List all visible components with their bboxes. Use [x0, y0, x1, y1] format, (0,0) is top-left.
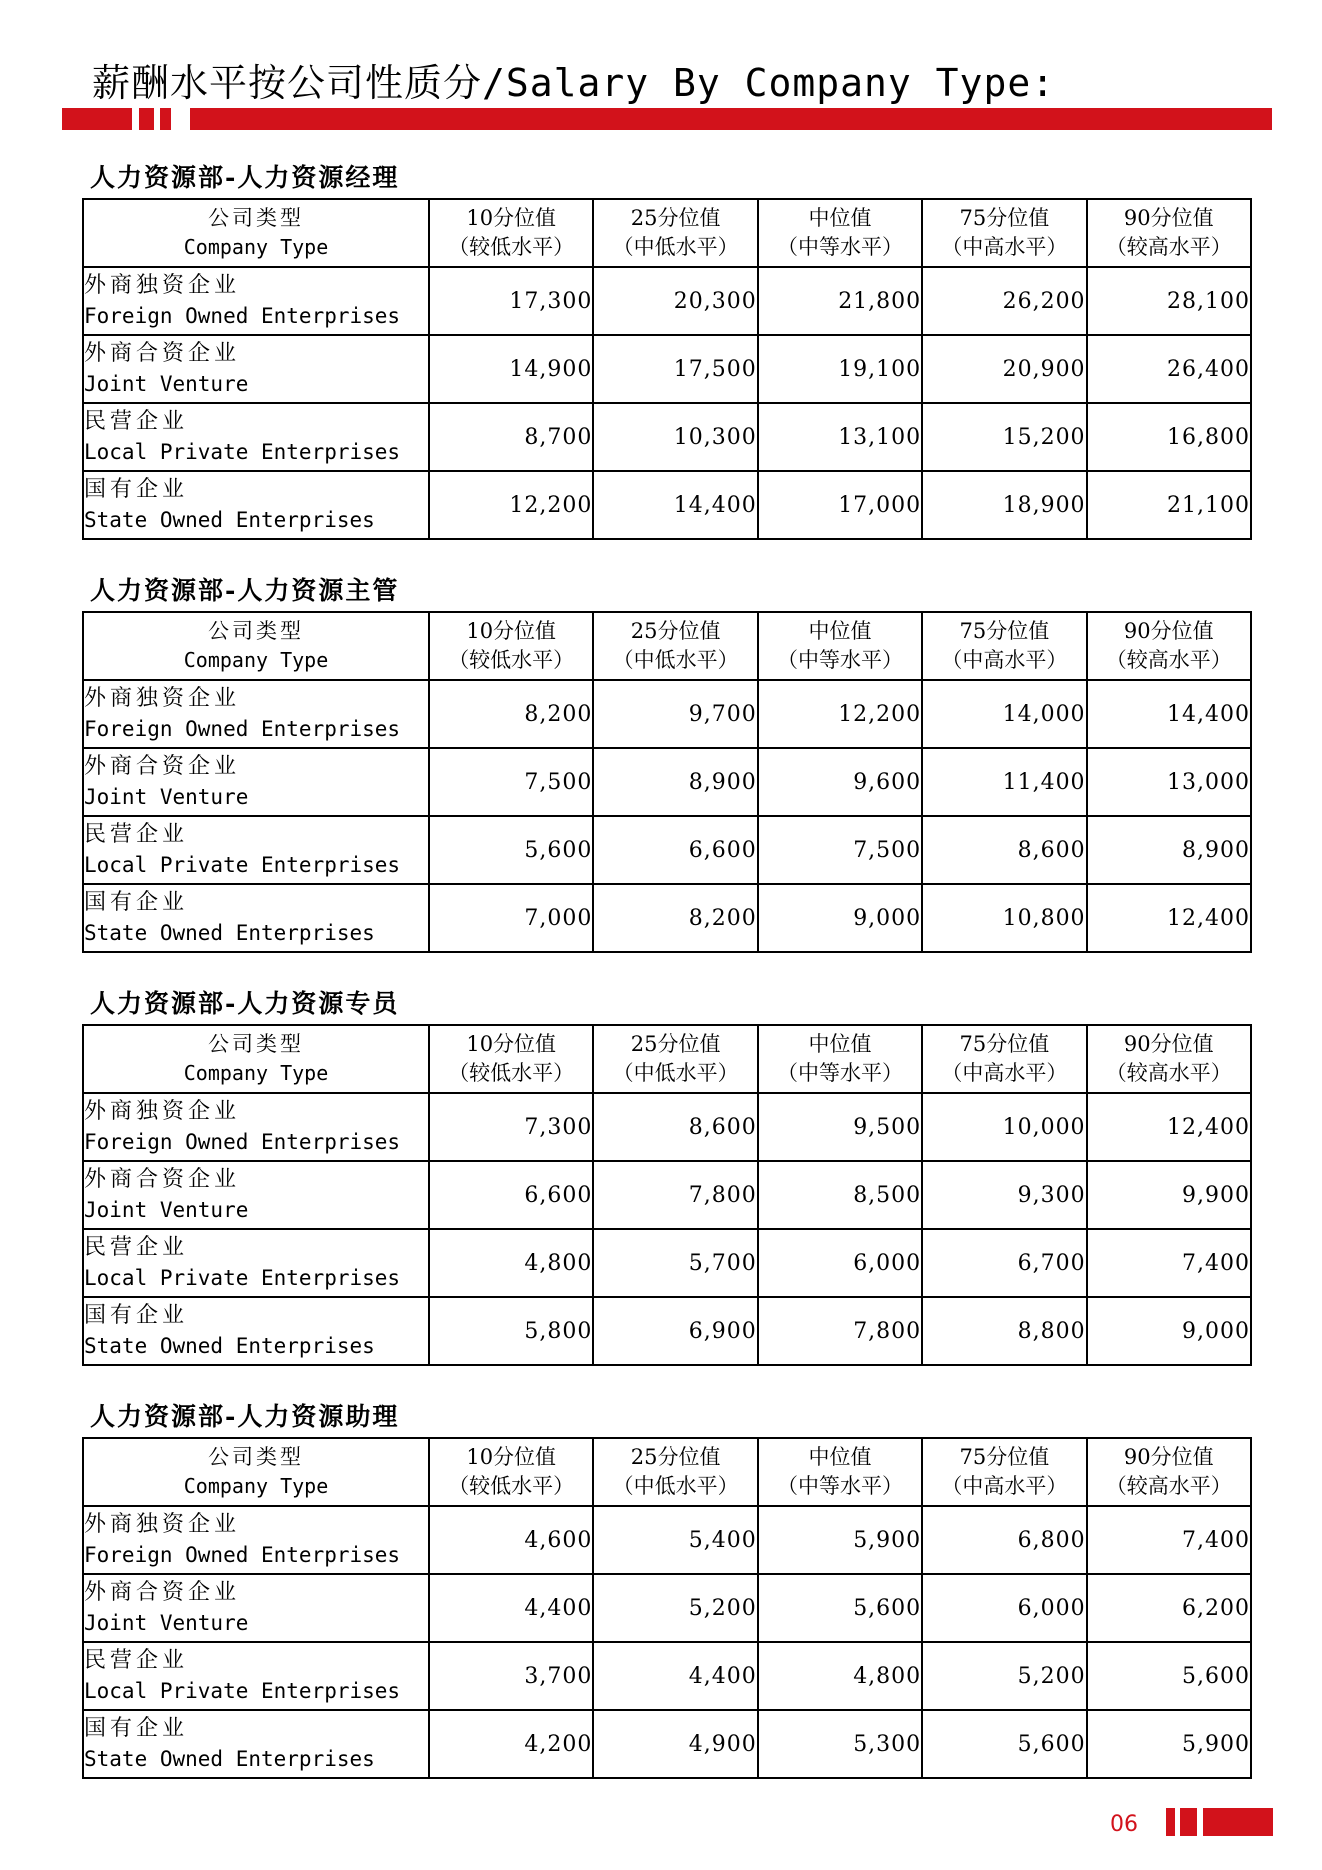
company-type-cn: 外商独资企业 [84, 686, 241, 711]
header-percentile-level: （较高水平） [1105, 1474, 1232, 1498]
salary-value-cell: 5,300 [758, 1710, 922, 1778]
salary-value-cell: 7,800 [758, 1297, 922, 1365]
header-percentile-level: （中等水平） [776, 648, 903, 672]
header-company-type-cn: 公司类型 [208, 1032, 304, 1056]
salary-value-cell: 14,400 [593, 471, 757, 539]
salary-value-cell: 5,200 [593, 1574, 757, 1642]
salary-value-cell: 8,800 [922, 1297, 1086, 1365]
company-type-en: State Owned Enterprises [84, 1334, 375, 1358]
header-percentile-value: 中位值 [808, 619, 872, 643]
header-percentile [1087, 1438, 1251, 1506]
header-percentile-level: （中等水平） [776, 1061, 903, 1085]
company-type-cell [83, 1093, 429, 1161]
header-percentile-value: 90分位值 [1123, 206, 1214, 230]
salary-value-cell: 7,300 [429, 1093, 593, 1161]
company-type-en: Joint Venture [84, 372, 249, 396]
header-percentile [429, 1025, 593, 1093]
company-type-cn: 外商合资企业 [84, 754, 241, 779]
salary-table [82, 198, 1252, 540]
company-type-cell [83, 680, 429, 748]
salary-table [82, 1024, 1252, 1366]
header-company-type [83, 1438, 429, 1506]
header-percentile [429, 199, 593, 267]
section-title: 人力资源部-人力资源助理 [90, 1402, 400, 1431]
company-type-cell [83, 403, 429, 471]
table-row [83, 471, 1251, 539]
company-type-cn: 外商合资企业 [84, 1580, 241, 1605]
table-header-row [83, 199, 1251, 267]
company-type-en: Foreign Owned Enterprises [84, 1543, 401, 1567]
header-percentile-value: 中位值 [808, 206, 872, 230]
header-percentile-value: 10分位值 [466, 1032, 557, 1056]
footer-band-segment [1203, 1808, 1273, 1836]
company-type-en: Local Private Enterprises [84, 440, 401, 464]
table-header-row [83, 1025, 1251, 1093]
company-type-en: Foreign Owned Enterprises [84, 1130, 401, 1154]
salary-value-cell: 9,600 [758, 748, 922, 816]
title-band-segment [62, 108, 132, 130]
title-band-segment [190, 108, 1272, 130]
salary-value-cell: 9,000 [758, 884, 922, 952]
header-percentile [922, 1025, 1086, 1093]
salary-value-cell: 4,600 [429, 1506, 593, 1574]
company-type-en: State Owned Enterprises [84, 1747, 375, 1771]
salary-value-cell: 21,100 [1087, 471, 1251, 539]
salary-value-cell: 4,800 [429, 1229, 593, 1297]
header-percentile [1087, 199, 1251, 267]
salary-value-cell: 17,300 [429, 267, 593, 335]
header-percentile-level: （较高水平） [1105, 648, 1232, 672]
company-type-cell [83, 335, 429, 403]
footer-band-segment [1180, 1808, 1197, 1836]
header-percentile-value: 90分位值 [1123, 619, 1214, 643]
salary-value-cell: 5,600 [758, 1574, 922, 1642]
company-type-cn: 民营企业 [84, 1235, 189, 1260]
salary-value-cell: 6,000 [922, 1574, 1086, 1642]
header-percentile-level: （较高水平） [1105, 235, 1232, 259]
header-percentile [429, 1438, 593, 1506]
salary-value-cell: 6,600 [593, 816, 757, 884]
header-percentile-level: （中高水平） [941, 1474, 1068, 1498]
salary-value-cell: 3,700 [429, 1642, 593, 1710]
salary-value-cell: 6,800 [922, 1506, 1086, 1574]
salary-value-cell: 7,000 [429, 884, 593, 952]
company-type-cn: 国有企业 [84, 1716, 189, 1741]
salary-value-cell: 6,600 [429, 1161, 593, 1229]
salary-value-cell: 12,400 [1087, 884, 1251, 952]
header-percentile [922, 1438, 1086, 1506]
company-type-cell [83, 1297, 429, 1365]
header-company-type-en: Company Type [183, 648, 329, 672]
header-percentile [758, 612, 922, 680]
table-row [83, 1642, 1251, 1710]
title-band-segment [139, 108, 154, 130]
header-percentile-level: （中低水平） [612, 1061, 739, 1085]
salary-value-cell: 13,000 [1087, 748, 1251, 816]
header-percentile [758, 199, 922, 267]
header-percentile-level: （较低水平） [448, 235, 575, 259]
salary-value-cell: 26,200 [922, 267, 1086, 335]
company-type-en: State Owned Enterprises [84, 921, 375, 945]
table-row [83, 1297, 1251, 1365]
salary-value-cell: 14,400 [1087, 680, 1251, 748]
salary-value-cell: 8,600 [922, 816, 1086, 884]
table-row [83, 1710, 1251, 1778]
salary-value-cell: 4,800 [758, 1642, 922, 1710]
header-percentile [593, 1025, 757, 1093]
company-type-cn: 民营企业 [84, 822, 189, 847]
salary-value-cell: 13,100 [758, 403, 922, 471]
company-type-cn: 外商合资企业 [84, 1167, 241, 1192]
salary-value-cell: 11,400 [922, 748, 1086, 816]
salary-value-cell: 17,500 [593, 335, 757, 403]
footer-band-segment [1166, 1808, 1175, 1836]
salary-value-cell: 12,400 [1087, 1093, 1251, 1161]
salary-value-cell: 10,000 [922, 1093, 1086, 1161]
salary-value-cell: 5,900 [1087, 1710, 1251, 1778]
header-percentile-value: 10分位值 [466, 619, 557, 643]
header-percentile [1087, 1025, 1251, 1093]
company-type-en: Foreign Owned Enterprises [84, 304, 401, 328]
salary-section [82, 1401, 1250, 1779]
salary-value-cell: 7,400 [1087, 1229, 1251, 1297]
header-percentile-level: （较低水平） [448, 1474, 575, 1498]
salary-value-cell: 26,400 [1087, 335, 1251, 403]
header-percentile-value: 75分位值 [959, 1445, 1050, 1469]
header-percentile [593, 612, 757, 680]
salary-value-cell: 7,500 [758, 816, 922, 884]
header-percentile [758, 1438, 922, 1506]
salary-value-cell: 8,500 [758, 1161, 922, 1229]
salary-value-cell: 7,800 [593, 1161, 757, 1229]
company-type-en: Joint Venture [84, 785, 249, 809]
salary-value-cell: 5,600 [922, 1710, 1086, 1778]
table-row [83, 680, 1251, 748]
salary-value-cell: 7,400 [1087, 1506, 1251, 1574]
salary-section [82, 575, 1250, 953]
salary-section [82, 988, 1250, 1366]
company-type-cell [83, 1710, 429, 1778]
header-percentile-value: 75分位值 [959, 1032, 1050, 1056]
salary-value-cell: 21,800 [758, 267, 922, 335]
header-percentile-level: （中高水平） [941, 1061, 1068, 1085]
salary-value-cell: 5,200 [922, 1642, 1086, 1710]
header-company-type-en: Company Type [183, 1474, 329, 1498]
salary-value-cell: 5,700 [593, 1229, 757, 1297]
company-type-en: State Owned Enterprises [84, 508, 375, 532]
header-percentile-value: 90分位值 [1123, 1032, 1214, 1056]
company-type-cell [83, 1229, 429, 1297]
title-band-segment [160, 108, 171, 130]
salary-value-cell: 9,300 [922, 1161, 1086, 1229]
header-percentile-level: （中等水平） [776, 235, 903, 259]
header-company-type [83, 199, 429, 267]
header-percentile-value: 75分位值 [959, 206, 1050, 230]
table-row [83, 267, 1251, 335]
header-percentile-level: （中等水平） [776, 1474, 903, 1498]
header-percentile-value: 25分位值 [630, 1032, 721, 1056]
company-type-cn: 民营企业 [84, 409, 189, 434]
page-title: 薪酬水平按公司性质分/Salary By Company Type: [92, 61, 1056, 105]
table-row [83, 1229, 1251, 1297]
header-percentile-value: 90分位值 [1123, 1445, 1214, 1469]
company-type-en: Joint Venture [84, 1611, 249, 1635]
header-percentile-level: （较低水平） [448, 648, 575, 672]
salary-value-cell: 5,900 [758, 1506, 922, 1574]
header-percentile [429, 612, 593, 680]
company-type-cn: 国有企业 [84, 890, 189, 915]
header-company-type-en: Company Type [183, 235, 329, 259]
salary-table [82, 611, 1252, 953]
company-type-en: Joint Venture [84, 1198, 249, 1222]
section-title: 人力资源部-人力资源主管 [90, 576, 400, 605]
header-percentile-level: （较高水平） [1105, 1061, 1232, 1085]
salary-value-cell: 17,000 [758, 471, 922, 539]
salary-table [82, 1437, 1252, 1779]
header-percentile-value: 中位值 [808, 1445, 872, 1469]
company-type-en: Local Private Enterprises [84, 1679, 401, 1703]
company-type-cell [83, 1574, 429, 1642]
header-company-type [83, 612, 429, 680]
salary-value-cell: 5,600 [429, 816, 593, 884]
table-row [83, 1574, 1251, 1642]
header-percentile [922, 612, 1086, 680]
company-type-cn: 外商独资企业 [84, 1099, 241, 1124]
salary-value-cell: 5,600 [1087, 1642, 1251, 1710]
header-company-type-cn: 公司类型 [208, 206, 304, 230]
header-percentile-level: （中高水平） [941, 648, 1068, 672]
table-row [83, 1093, 1251, 1161]
company-type-cn: 国有企业 [84, 1303, 189, 1328]
header-percentile-value: 10分位值 [466, 1445, 557, 1469]
company-type-cell [83, 1161, 429, 1229]
header-percentile [593, 1438, 757, 1506]
header-percentile-value: 10分位值 [466, 206, 557, 230]
salary-section [82, 162, 1250, 540]
salary-value-cell: 4,200 [429, 1710, 593, 1778]
header-company-type [83, 1025, 429, 1093]
salary-value-cell: 6,000 [758, 1229, 922, 1297]
company-type-cell [83, 816, 429, 884]
header-percentile [1087, 612, 1251, 680]
header-percentile-level: （较低水平） [448, 1061, 575, 1085]
company-type-cn: 民营企业 [84, 1648, 189, 1673]
salary-value-cell: 10,800 [922, 884, 1086, 952]
salary-value-cell: 7,500 [429, 748, 593, 816]
salary-value-cell: 14,900 [429, 335, 593, 403]
table-row [83, 403, 1251, 471]
salary-value-cell: 20,300 [593, 267, 757, 335]
company-type-cell [83, 884, 429, 952]
salary-value-cell: 4,400 [429, 1574, 593, 1642]
salary-value-cell: 9,000 [1087, 1297, 1251, 1365]
salary-value-cell: 28,100 [1087, 267, 1251, 335]
company-type-cell [83, 748, 429, 816]
company-type-cn: 国有企业 [84, 477, 189, 502]
header-percentile-value: 75分位值 [959, 619, 1050, 643]
salary-value-cell: 8,900 [1087, 816, 1251, 884]
salary-value-cell: 9,700 [593, 680, 757, 748]
table-row [83, 1506, 1251, 1574]
salary-value-cell: 12,200 [758, 680, 922, 748]
salary-value-cell: 18,900 [922, 471, 1086, 539]
salary-value-cell: 6,700 [922, 1229, 1086, 1297]
header-percentile-value: 25分位值 [630, 619, 721, 643]
salary-value-cell: 12,200 [429, 471, 593, 539]
salary-value-cell: 8,200 [593, 884, 757, 952]
company-type-en: Foreign Owned Enterprises [84, 717, 401, 741]
salary-value-cell: 16,800 [1087, 403, 1251, 471]
header-percentile [758, 1025, 922, 1093]
salary-value-cell: 6,200 [1087, 1574, 1251, 1642]
company-type-cell [83, 267, 429, 335]
header-company-type-en: Company Type [183, 1061, 329, 1085]
salary-value-cell: 9,500 [758, 1093, 922, 1161]
company-type-cell [83, 471, 429, 539]
table-row [83, 884, 1251, 952]
header-percentile-level: （中高水平） [941, 235, 1068, 259]
header-percentile-value: 25分位值 [630, 206, 721, 230]
salary-value-cell: 20,900 [922, 335, 1086, 403]
header-percentile-value: 中位值 [808, 1032, 872, 1056]
company-type-cell [83, 1642, 429, 1710]
salary-value-cell: 6,900 [593, 1297, 757, 1365]
salary-value-cell: 15,200 [922, 403, 1086, 471]
page-number: 06 [1110, 1812, 1138, 1837]
section-title: 人力资源部-人力资源经理 [90, 163, 400, 192]
table-row [83, 1161, 1251, 1229]
salary-value-cell: 5,800 [429, 1297, 593, 1365]
salary-value-cell: 8,600 [593, 1093, 757, 1161]
header-percentile [593, 199, 757, 267]
company-type-en: Local Private Enterprises [84, 1266, 401, 1290]
salary-value-cell: 19,100 [758, 335, 922, 403]
header-percentile-level: （中低水平） [612, 235, 739, 259]
salary-value-cell: 4,400 [593, 1642, 757, 1710]
company-type-cn: 外商独资企业 [84, 1512, 241, 1537]
salary-value-cell: 10,300 [593, 403, 757, 471]
salary-value-cell: 14,000 [922, 680, 1086, 748]
section-title: 人力资源部-人力资源专员 [90, 989, 400, 1018]
salary-value-cell: 4,900 [593, 1710, 757, 1778]
table-row [83, 335, 1251, 403]
table-row [83, 748, 1251, 816]
company-type-cell [83, 1506, 429, 1574]
header-percentile-level: （中低水平） [612, 1474, 739, 1498]
salary-value-cell: 5,400 [593, 1506, 757, 1574]
salary-value-cell: 8,200 [429, 680, 593, 748]
company-type-en: Local Private Enterprises [84, 853, 401, 877]
company-type-cn: 外商独资企业 [84, 273, 241, 298]
header-percentile [922, 199, 1086, 267]
salary-value-cell: 9,900 [1087, 1161, 1251, 1229]
salary-value-cell: 8,700 [429, 403, 593, 471]
header-company-type-cn: 公司类型 [208, 619, 304, 643]
header-percentile-level: （中低水平） [612, 648, 739, 672]
table-row [83, 816, 1251, 884]
header-percentile-value: 25分位值 [630, 1445, 721, 1469]
salary-value-cell: 8,900 [593, 748, 757, 816]
company-type-cn: 外商合资企业 [84, 341, 241, 366]
header-company-type-cn: 公司类型 [208, 1445, 304, 1469]
table-header-row [83, 1438, 1251, 1506]
table-header-row [83, 612, 1251, 680]
